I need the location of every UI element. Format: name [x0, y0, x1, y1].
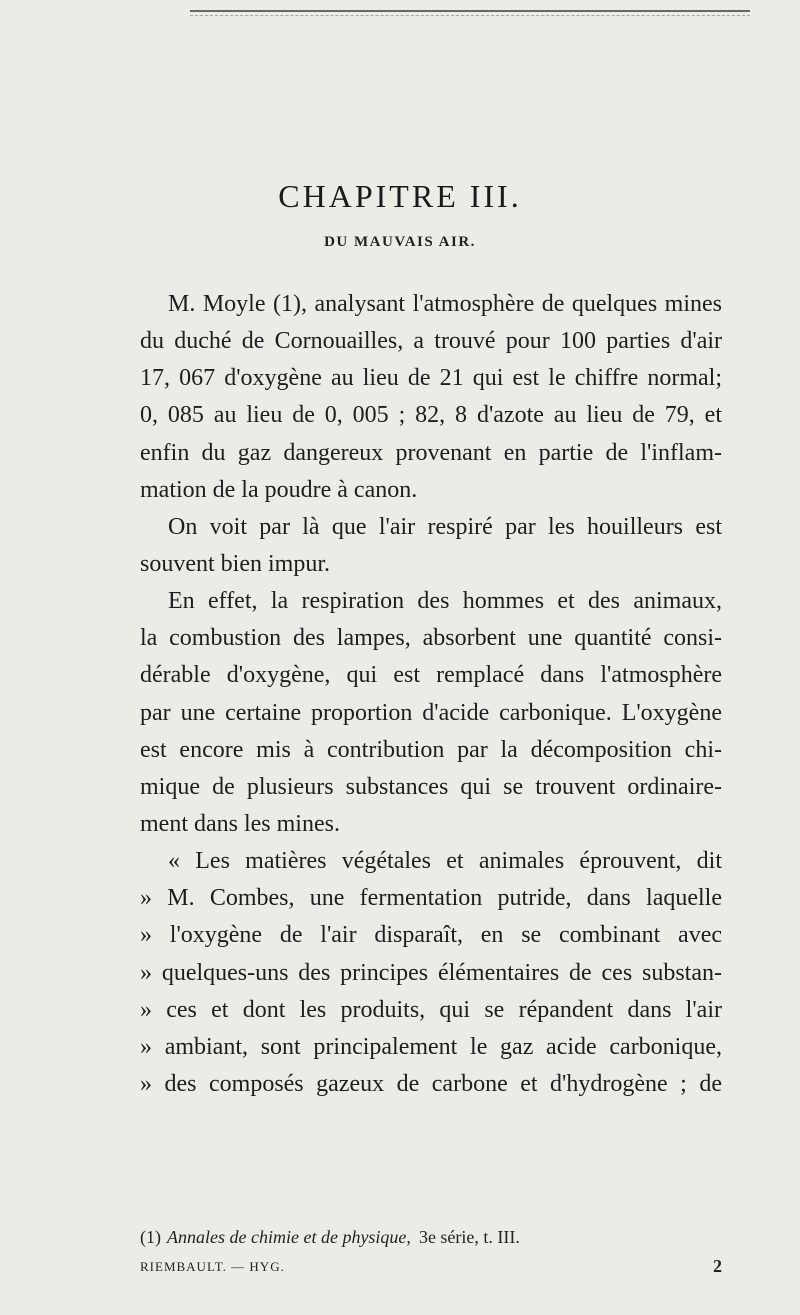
text-line: est encore mis à contribution par la décomposition chi- [140, 736, 722, 763]
text-line: enfin du gaz dangereux provenant en partie de l'inflam- [140, 439, 722, 466]
text-line: mation de la poudre à canon. [140, 476, 418, 503]
chapter-subtitle: DU MAUVAIS AIR. [324, 234, 476, 250]
text-line: » ambiant, sont principalement le gaz acide carbonique, [140, 1033, 722, 1060]
text-line: » quelques-uns des principes élémentaires de ces substan- [140, 959, 722, 986]
text-line: la combustion des lampes, absorbent une quantité consi- [140, 625, 722, 652]
chapter-title: CHAPITRE III. [278, 178, 522, 214]
signature-text: RIEMBAULT. — HYG. [140, 1259, 285, 1274]
footnote [140, 1227, 720, 1248]
text-line: du duché de Cornouailles, a trouvé pour 100 parties d'air [140, 328, 722, 355]
header-rule-faint [190, 15, 750, 16]
text-line: mique de plusieurs substances qui se trouvent ordinaire- [140, 773, 722, 800]
text-line: ment dans les mines. [140, 810, 340, 837]
text-line: » ces et dont les produits, qui se répandent dans l'air [140, 996, 722, 1023]
signature-number: 2 [713, 1256, 722, 1276]
footnote-title: Annales de chimie et de physique, [167, 1227, 411, 1247]
body-text [140, 286, 722, 1103]
header-rule [190, 10, 750, 12]
printer-signature [140, 1256, 722, 1276]
text-line: On voit par là que l'air respiré par les houilleurs est [168, 513, 722, 540]
text-line: par une certaine proportion d'acide carbonique. L'oxygène [140, 699, 722, 726]
footnote-mark: (1) [140, 1227, 161, 1247]
text-line: dérable d'oxygène, qui est remplacé dans l'atmosphère [140, 662, 722, 689]
text-line: » M. Combes, une fermentation putride, dans laquelle [140, 885, 722, 912]
text-line: En effet, la respiration des hommes et des animaux, [168, 588, 722, 615]
text-line: « Les matières végétales et animales éprouvent, dit [168, 848, 722, 875]
text-line: 0, 085 au lieu de 0, 005 ; 82, 8 d'azote au lieu de 79, et [140, 402, 722, 429]
text-line: M. Moyle (1), analysant l'atmosphère de quelques mines [168, 291, 722, 317]
footnote-rest: 3e série, t. III. [418, 1227, 520, 1247]
text-line: » l'oxygène de l'air disparaît, en se combinant avec [140, 922, 722, 949]
text-line: » des composés gazeux de carbone et d'hydrogène ; de [140, 1070, 722, 1097]
text-line: souvent bien impur. [140, 550, 330, 577]
text-line: 17, 067 d'oxygène au lieu de 21 qui est le chiffre normal; [140, 365, 722, 392]
